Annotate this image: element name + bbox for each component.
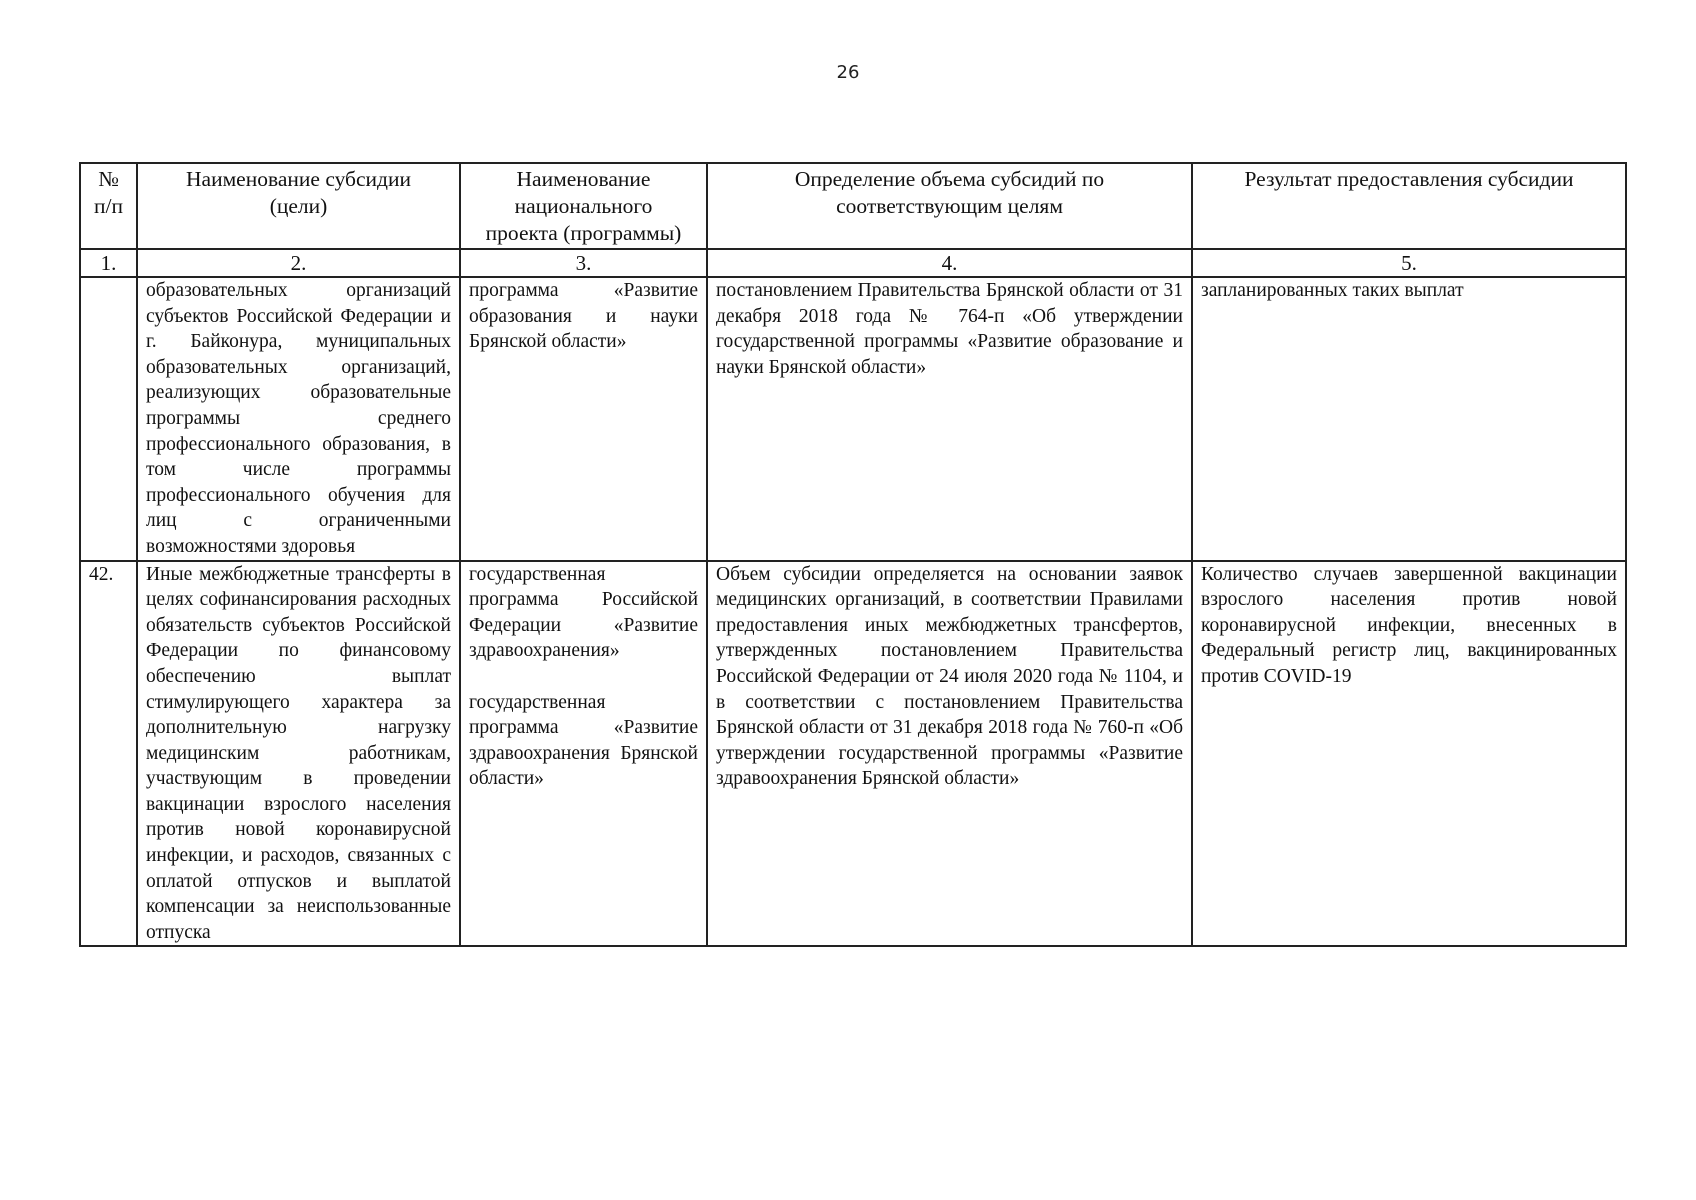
table-row: [80, 277, 1626, 561]
row-number: [80, 277, 137, 561]
table-row: [80, 561, 1626, 947]
header-number: № п/п: [80, 163, 137, 249]
row-result: Количество случаев завершенной вакцинации взрослого населения против новой коронавирусной инфекции, внесенных в Федеральный регистр лиц, вакцинированных против COVID-19: [1192, 561, 1626, 947]
row-number: 42.: [80, 561, 137, 947]
column-number: 2.: [137, 249, 460, 277]
row-volume: Объем субсидии определяется на основании заявок медицинских организаций, в соответствии Правилами предоставления иных межбюджетных трансфертов, утвержденных постановлением Правительства Российской Федерации от 24 июля 2020 года № 1104, и в соответствии с постановлением Правительства Брянской области от 31 декабря 2018 года № 760-п «Об утверждении государственной программы «Развитие здравоохранения Брянской области»: [707, 561, 1192, 947]
page-number: 26: [836, 62, 860, 83]
subsidy-table: [79, 162, 1627, 947]
column-numbers-row: [80, 249, 1626, 277]
column-number: 1.: [80, 249, 137, 277]
header-result: Результат предоставления субсидии: [1192, 163, 1626, 249]
column-number: 5.: [1192, 249, 1626, 277]
column-number: 4.: [707, 249, 1192, 277]
row-subsidy-name: Иные межбюджетные трансферты в целях софинансирования расходных обязательств субъектов Российской Федерации по финансовому обеспечению выплат стимулирующего характера за дополнительную нагрузку медицинским работникам, участвующим в проведении вакцинации взрослого населения против новой коронавирусной инфекции, и расходов, связанных с оплатой отпусков и выплатой компенсации за неиспользованные отпуска: [137, 561, 460, 947]
row-subsidy-name: образовательных организаций субъектов Российской Федерации и г. Байконура, муниципальных образовательных организаций, реализующих образовательные программы среднего профессионального образования, в том числе программы профессионального обучения для лиц с ограниченными возможностями здоровья: [137, 277, 460, 561]
row-result: запланированных таких выплат: [1192, 277, 1626, 561]
header-subsidy-name: Наименование субсидии (цели): [137, 163, 460, 249]
table-header-row: [80, 163, 1626, 249]
row-volume: постановлением Правительства Брянской области от 31 декабря 2018 года № 764-п «Об утверждении государственной программы «Развитие образование и науки Брянской области»: [707, 277, 1192, 561]
header-volume: Определение объема субсидий по соответствующим целям: [707, 163, 1192, 249]
header-project: Наименование национального проекта (программы): [460, 163, 707, 249]
row-project: программа «Развитие образования и науки Брянской области»: [460, 277, 707, 561]
row-project: государственная программа Российской Федерации «Развитие здравоохранения» государственная программа «Развитие здравоохранения Брянской области»: [460, 561, 707, 947]
column-number: 3.: [460, 249, 707, 277]
